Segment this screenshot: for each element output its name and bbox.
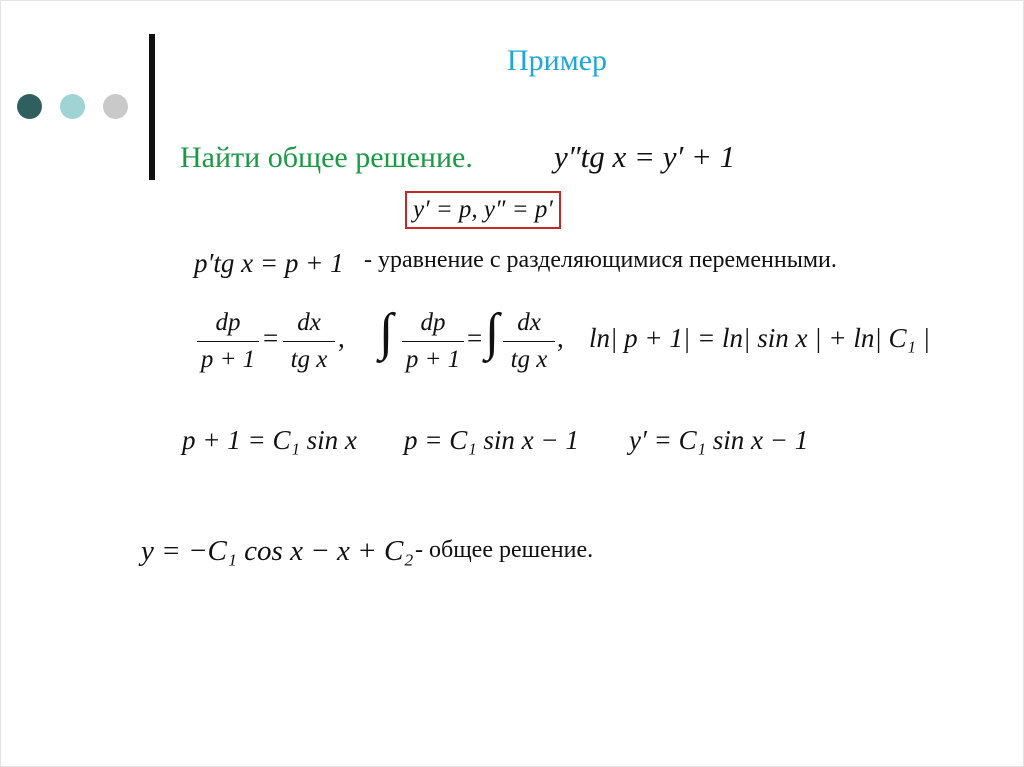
comma: , <box>338 323 345 353</box>
equals-sign: = <box>467 323 483 353</box>
fraction-numerator: dx <box>517 309 541 336</box>
equation-result-2: p = C₁ sin x − 1 <box>404 425 579 455</box>
fraction-bar <box>197 341 259 342</box>
fraction-bar <box>402 341 464 342</box>
fraction-numerator: dp <box>420 309 446 336</box>
task-label: Найти общее решение. <box>180 141 473 174</box>
fraction-dp-over-p-plus-1-integral <box>402 307 464 376</box>
substitution-box: y′ = p, y″ = p′ <box>405 191 561 229</box>
integral-sign: ∫ <box>485 304 500 361</box>
equals-sign: = <box>263 323 279 353</box>
fraction-denominator: tg x <box>510 346 548 373</box>
slide-title: Пример <box>507 44 608 77</box>
fraction-dx-over-tg-x <box>283 307 335 376</box>
final-note: - общее решение. <box>415 537 594 563</box>
decor-dot-light <box>60 94 85 119</box>
fraction-dp-over-p-plus-1 <box>197 307 259 376</box>
separable-note: - уравнение с разделяющимися переменными. <box>364 247 837 273</box>
fraction-denominator: p + 1 <box>200 346 256 373</box>
fraction-numerator: dp <box>215 309 241 336</box>
fraction-bar <box>283 341 335 342</box>
integral-sign: ∫ <box>379 304 394 361</box>
equation-result-1: p + 1 = C₁ sin x <box>182 425 357 455</box>
equation-result-3: y′ = C₁ sin x − 1 <box>629 425 809 455</box>
comma: , <box>557 323 564 353</box>
equation-log: ln| p + 1| = ln| sin x | + ln| C₁ | <box>589 323 931 353</box>
equation-main: y″tg x = y′ + 1 <box>554 139 736 174</box>
decor-dot-dark <box>17 94 42 119</box>
decor-vertical-bar <box>149 34 155 180</box>
fraction-dx-over-tg-x-integral <box>503 307 555 376</box>
equation-separable: p′tg x = p + 1 <box>194 248 344 278</box>
fraction-denominator: tg x <box>290 346 328 373</box>
equation-final: y = −C₁ cos x − x + C₂ <box>141 535 414 567</box>
fraction-numerator: dx <box>297 309 321 336</box>
decor-dot-gray <box>103 94 128 119</box>
fraction-bar <box>503 341 555 342</box>
fraction-denominator: p + 1 <box>405 346 461 373</box>
